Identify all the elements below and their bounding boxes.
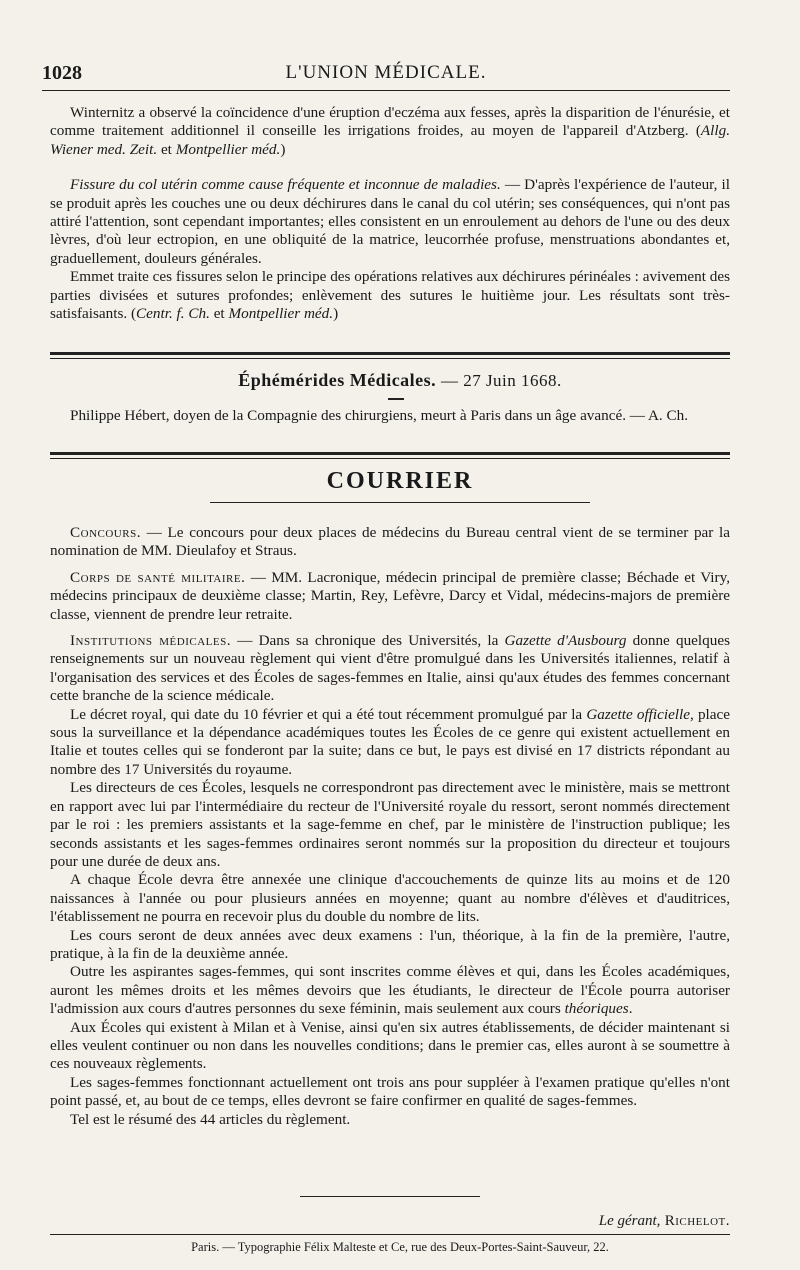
directeurs-paragraph: Les directeurs de ces Écoles, lesquels ne correspondront pas directement avec le ministère, mais se mettront en rapport avec lui par l'intermédiaire du recteur de l'Université royale du ressort, seront nommés directement par le roi : les premiers assistants et la sage-femme en chef, par le ministère de l'instruction publique; les seconds assistants et les sages-femmes ordinaires seront nommés sur la proposition du directeur et toujours pour une durée de deux ans. xyxy=(50,779,730,870)
courrier-section xyxy=(50,524,730,1129)
ephemerides-section xyxy=(50,407,730,425)
sages-femmes-paragraph: Les sages-femmes fonctionnant actuellement ont trois ans pour suppléer à l'examen pratique qu'elles n'ont point passé, et, au bout de ce temps, elles devront se faire confirmer en qualité de sages-femmes. xyxy=(50,1073,730,1110)
closing-rule xyxy=(300,1196,480,1197)
abstracts-section xyxy=(50,104,730,323)
outre-paragraph: Outre les aspirantes sages-femmes, qui sont inscrites comme élèves et qui, dans les Écoles académiques, auront les mêmes droits et les mêmes devoirs que les étudiants, le directeur de l'École pourra autoriser l'admission aux cours d'autres personnes du sexe féminin, mais seulement aux cours théoriques. xyxy=(50,963,730,1018)
section-rule-thin xyxy=(50,458,730,459)
header-rule xyxy=(42,90,730,91)
title-dash xyxy=(388,398,404,400)
section-rule-thin xyxy=(50,358,730,359)
decret-paragraph: Le décret royal, qui date du 10 février et qui a été tout récemment promulgué par la Gazette officielle, place sous la surveillance et la dépendance académiques toutes les Écoles de ce genre qui existent actuellement en Italie et toutes celles qui se fonderont par la suite; dans ce but, le pays est divisé en 17 districts répondant au nombre des 17 Universités du royaume. xyxy=(50,705,730,778)
institutions-paragraph: Institutions médicales. — Dans sa chronique des Universités, la Gazette d'Ausbourg donne quelques renseignements sur un nouveau règlement qui vient d'être promulgué dans les Universités italiennes, relatif à l'organisation des services et des Écoles de sages-femmes en Italie, ainsi qu'aux études des femmes concernant cette branche de la science médicale. xyxy=(50,632,730,705)
abstract-title: Fissure du col utérin comme cause fréquente et inconnue de maladies. xyxy=(70,176,501,194)
abstract-winternitz: Winternitz a observé la coïncidence d'une éruption d'eczéma aux fesses, après la disparition de l'énurésie, et comme traitement additionnel il conseille les irrigations froides, au moyen de l'appareil d'Atzberg. (Allg. Wiener med. Zeit. et Montpellier méd.) xyxy=(50,104,730,158)
cours-paragraph: Les cours seront de deux années avec deux examens : l'un, théorique, à la fin de la première, l'autre, pratique, à la fin de la deuxième année. xyxy=(50,926,730,962)
printer-imprint: Paris. — Typographie Félix Malteste et Ce, rue des Deux-Portes-Saint-Sauveur, 22. xyxy=(191,1240,609,1254)
page-number: 1028 xyxy=(42,62,82,84)
ephemerides-title: Éphémérides Médicales. — 27 Juin 1668. xyxy=(238,370,562,390)
ephemerides-text: Philippe Hébert, doyen de la Compagnie des chirurgiens, meurt à Paris dans un âge avancé. — A. Ch. xyxy=(70,407,689,424)
section-rule xyxy=(50,352,730,355)
milan-paragraph: Aux Écoles qui existent à Milan et à Venise, ainsi qu'en six autres établissements, de décider maintenant si elles veulent continuer ou non dans les nouvelles conditions; dans le premier cas, elles auront à se soumettre à ces nouveaux règlements. xyxy=(50,1018,730,1073)
clinique-paragraph: A chaque École devra être annexée une clinique d'accouchements de quinze lits au moins et de 120 naissances à l'année ou pour plusieurs années en moyenne; quant au nombre d'élèves et d'auditrices, l'établissement ne pourra en recevoir plus du double du nombre de lits. xyxy=(50,871,730,926)
abstract-emmet: Emmet traite ces fissures selon le principe des opérations relatives aux déchirures périnéales : avivement des parties divisées et sutures profondes; enlèvement des sutures le huitième jour. Les résultats sont très-satisfaisants. (Centr. f. Ch. et Montpellier méd.) xyxy=(50,268,730,323)
section-rule xyxy=(50,452,730,455)
concours-paragraph: Concours. — Le concours pour deux places de médecins du Bureau central vient de se terminer par la nomination de MM. Dieulafoy et Straus. xyxy=(50,524,730,560)
courrier-underline xyxy=(210,502,590,503)
abstract-fissure: Fissure du col utérin comme cause fréquente et inconnue de maladies. — D'après l'expérience de l'auteur, il se produit après les couches une ou deux déchirures dans le canal du col utérin; ses conséquences, qui n'ont pas attiré l'attention, sont cependant importantes; elles consistent en un enroulement au dehors de l'une ou des deux lèvres, d'où leur ectropion, en une obliquité de la matrice, leucorrhée profuse, menstruations abondantes et, graduellement, douleurs générales. xyxy=(50,176,730,267)
corps-paragraph: Corps de santé militaire. — MM. Lacronique, médecin principal de première classe; Béchade et Viry, médecins principaux de deuxième classe; Martin, Rey, Lefèvre, Darcy et Vidal, médecins-majors de première classe, viennent de prendre leur retraite. xyxy=(50,568,730,623)
resume-paragraph: Tel est le résumé des 44 articles du règlement. xyxy=(70,1110,351,1128)
footer-rule xyxy=(50,1234,730,1235)
page-header xyxy=(42,62,730,84)
courrier-title: COURRIER xyxy=(326,468,474,494)
running-title: L'UNION MÉDICALE. xyxy=(285,62,487,83)
signature: Le gérant, Richelot. xyxy=(598,1213,730,1229)
